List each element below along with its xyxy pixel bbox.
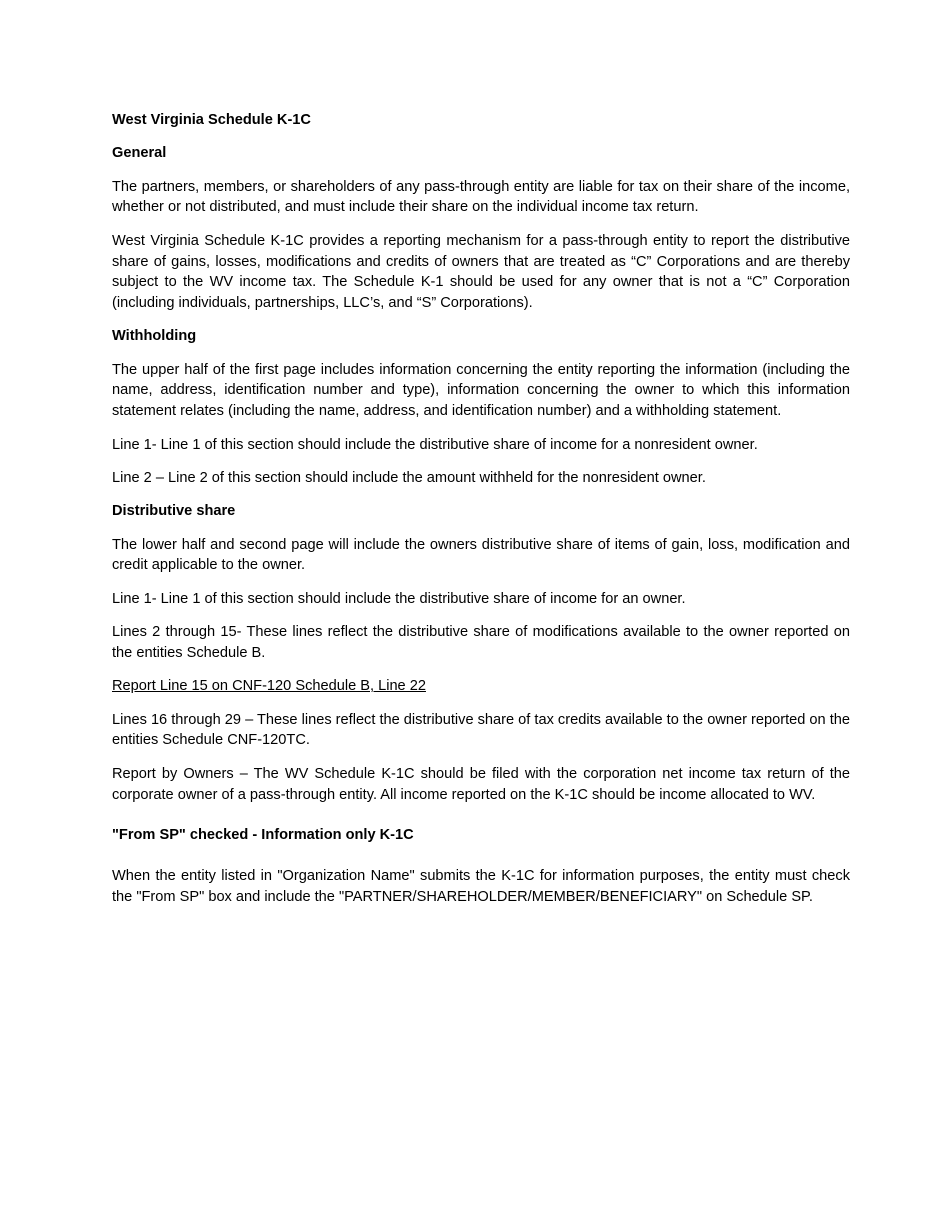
report-by-owners-paragraph: Report by Owners – The WV Schedule K-1C should be filed with the corporation net income tax return of the corporate owner of a pass-through entity. All income reported on the K-1C should be income allocated to WV. [112, 765, 850, 803]
distributive-share-line-1: Line 1- Line 1 of this section should include the distributive share of income for an owner. [112, 590, 686, 607]
withholding-paragraph: The upper half of the first page includes information concerning the entity reporting the information (including the name, address, identification number and type), information concerning the owner to which this information statement relates (including the name, address, and identification number) and a withholding statement. [112, 361, 850, 420]
section-heading-withholding: Withholding [112, 328, 197, 345]
general-paragraph-1: The partners, members, or shareholders of any pass-through entity are liable for tax on their share of the income, whether or not distributed, and must include their share on the individual income tax return. [112, 178, 850, 216]
section-heading-from-sp: "From SP" checked - Information only K-1C [112, 827, 414, 844]
section-heading-distributive-share: Distributive share [112, 503, 236, 520]
general-paragraph-2: West Virginia Schedule K-1C provides a reporting mechanism for a pass-through entity to report the distributive share of gains, losses, modifications and credits of owners that are treated as “C” Corporations and are thereby subject to the WV income tax. The Schedule K-1 should be used for any owner that is not a “C” Corporation (including individuals, partnerships, LLC’s, and “S” Corporations). [112, 232, 850, 311]
document-title: West Virginia Schedule K-1C [112, 112, 311, 128]
report-line-15-note [112, 676, 850, 697]
distributive-share-lines-16-29: Lines 16 through 29 – These lines reflect the distributive share of tax credits available to the owner reported on the entities Schedule CNF-120TC. [112, 711, 850, 749]
report-line-15-text: Report Line 15 on CNF-120 Schedule B, Line 22 [112, 678, 426, 695]
withholding-line-2: Line 2 – Line 2 of this section should include the amount withheld for the nonresident owner. [112, 469, 706, 486]
section-heading-general: General [112, 145, 167, 162]
distributive-share-paragraph: The lower half and second page will include the owners distributive share of items of gain, loss, modification and credit applicable to the owner. [112, 536, 850, 574]
document-body [112, 110, 850, 920]
from-sp-paragraph: When the entity listed in "Organization Name" submits the K-1C for information purposes, the entity must check the "From SP" box and include the "PARTNER/SHAREHOLDER/MEMBER/BENEFICIARY" on Schedule SP. [112, 867, 850, 905]
withholding-line-1: Line 1- Line 1 of this section should include the distributive share of income for a nonresident owner. [112, 436, 758, 453]
distributive-share-lines-2-15: Lines 2 through 15- These lines reflect the distributive share of modifications available to the owner reported on the entities Schedule B. [112, 624, 850, 661]
